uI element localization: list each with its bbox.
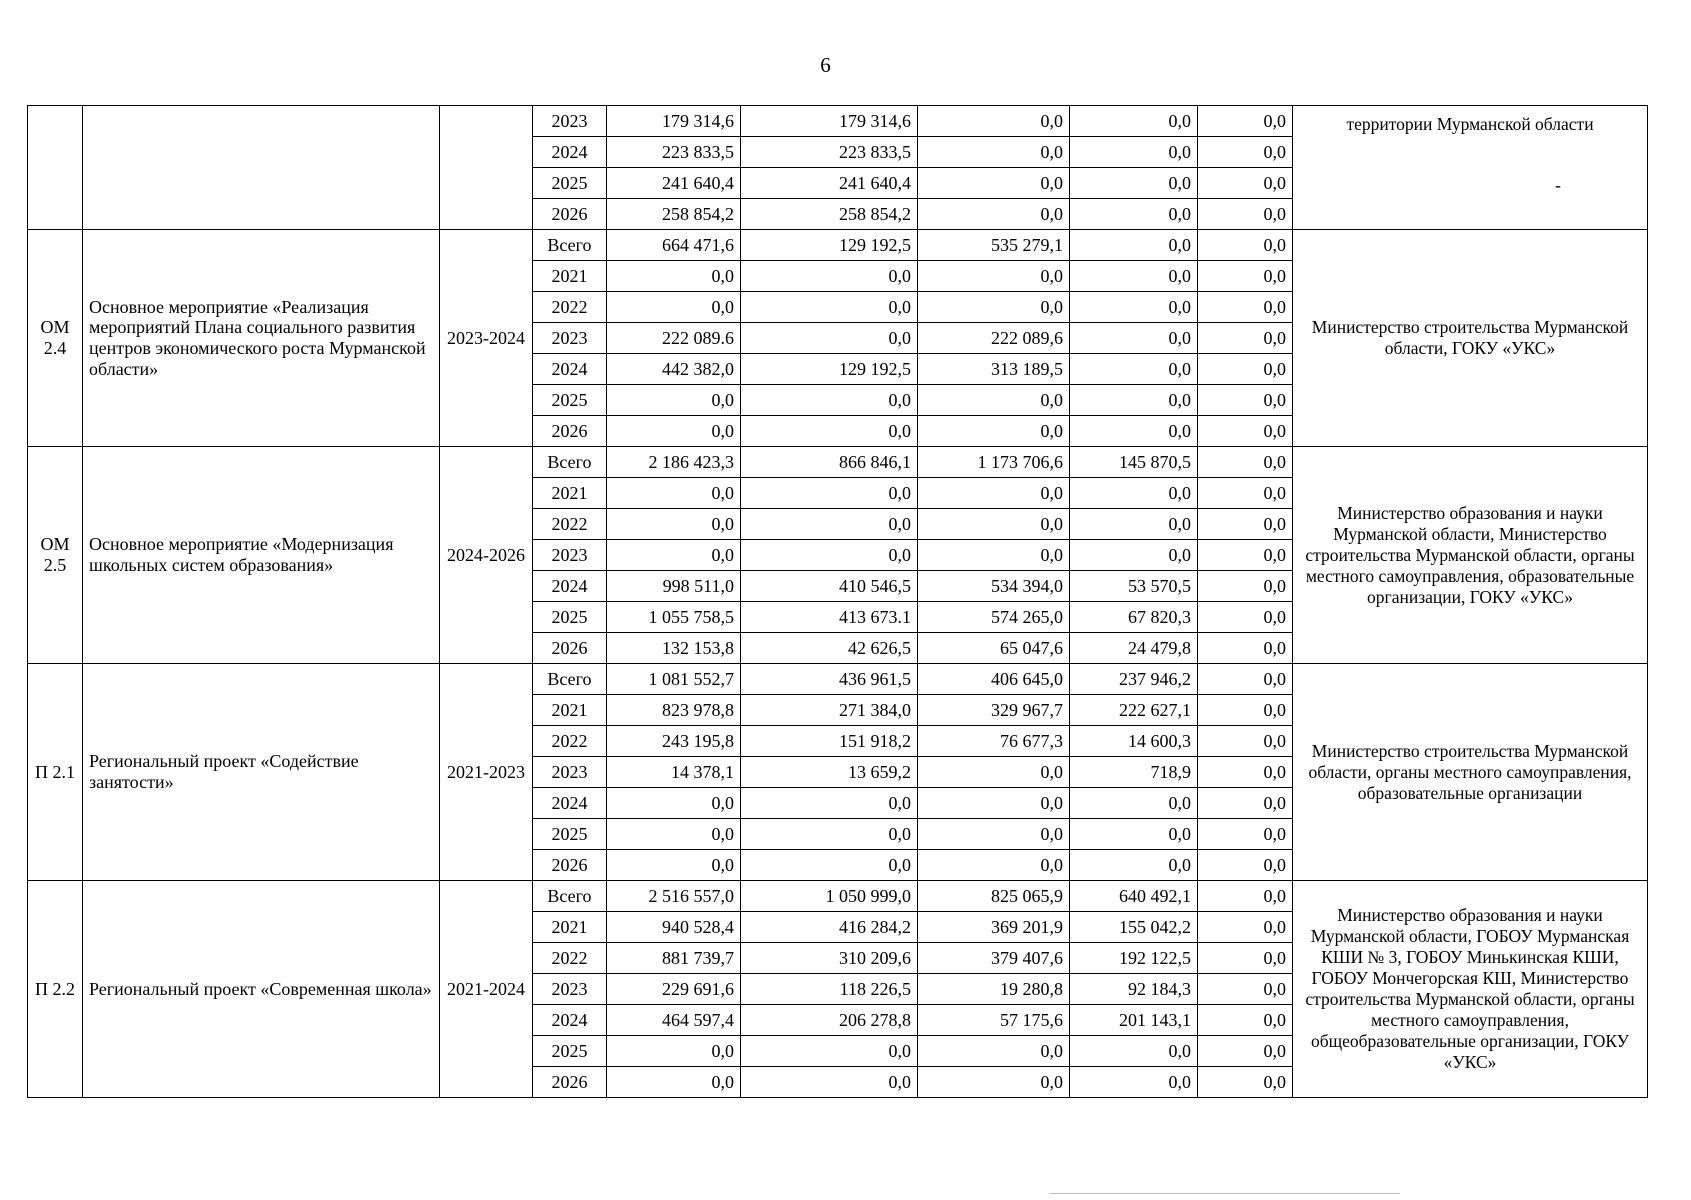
value-cell: 0,0 [607, 478, 741, 509]
value-cell: 0,0 [1070, 168, 1198, 199]
value-cell: 0,0 [1198, 1067, 1293, 1098]
value-cell: 0,0 [741, 261, 918, 292]
value-cell: 0,0 [1070, 385, 1198, 416]
value-cell: 640 492,1 [1070, 881, 1198, 912]
value-cell: 0,0 [1198, 230, 1293, 261]
value-cell: 0,0 [918, 385, 1070, 416]
value-cell: 258 854,2 [607, 199, 741, 230]
executor-cell: Министерство образования и науки Мурманской области, ГОБОУ Мурманская КШИ № 3, ГОБОУ Минькинская КШИ, ГОБОУ Мончегорская КШ, Министерство строительства Мурманской области, органы местного самоуправления, общеобразовательные организации, ГОКУ «УКС» [1293, 881, 1648, 1098]
year-cell: 2021 [533, 912, 607, 943]
table-row [28, 106, 1648, 137]
value-cell: 0,0 [918, 819, 1070, 850]
value-cell: 57 175,6 [918, 1005, 1070, 1036]
value-cell: 0,0 [1198, 416, 1293, 447]
value-cell: 0,0 [1198, 757, 1293, 788]
value-cell: 0,0 [1198, 447, 1293, 478]
value-cell: 0,0 [741, 819, 918, 850]
value-cell: 0,0 [1198, 168, 1293, 199]
value-cell: 151 918,2 [741, 726, 918, 757]
value-cell: 0,0 [607, 292, 741, 323]
value-cell: 222 089.6 [607, 323, 741, 354]
value-cell: 664 471,6 [607, 230, 741, 261]
value-cell: 0,0 [1198, 292, 1293, 323]
table-row [28, 881, 1648, 912]
period-cell: 2024-2026 [440, 447, 533, 664]
year-cell: Всего [533, 881, 607, 912]
value-cell: 534 394,0 [918, 571, 1070, 602]
value-cell: 0,0 [1070, 261, 1198, 292]
year-cell: 2022 [533, 509, 607, 540]
value-cell: 0,0 [918, 137, 1070, 168]
value-cell: 310 209,6 [741, 943, 918, 974]
executor-cell: Министерство строительства Мурманской области, ГОКУ «УКС» [1293, 230, 1648, 447]
value-cell: 53 570,5 [1070, 571, 1198, 602]
code-cell: ОМ 2.5 [28, 447, 83, 664]
value-cell: 0,0 [918, 540, 1070, 571]
value-cell: 0,0 [1070, 1036, 1198, 1067]
value-cell: 0,0 [918, 199, 1070, 230]
value-cell: 0,0 [741, 478, 918, 509]
value-cell: 0,0 [1198, 819, 1293, 850]
value-cell: 369 201,9 [918, 912, 1070, 943]
year-cell: 2023 [533, 323, 607, 354]
value-cell: 0,0 [1070, 1067, 1198, 1098]
value-cell: 129 192,5 [741, 230, 918, 261]
value-cell: 379 407,6 [918, 943, 1070, 974]
year-cell: 2025 [533, 385, 607, 416]
value-cell: 0,0 [1070, 540, 1198, 571]
value-cell: 19 280,8 [918, 974, 1070, 1005]
value-cell: 0,0 [918, 788, 1070, 819]
value-cell: 2 516 557,0 [607, 881, 741, 912]
value-cell: 1 173 706,6 [918, 447, 1070, 478]
value-cell: 0,0 [1198, 726, 1293, 757]
value-cell: 179 314,6 [741, 106, 918, 137]
value-cell: 0,0 [1198, 695, 1293, 726]
value-cell: 1 055 758,5 [607, 602, 741, 633]
value-cell: 0,0 [918, 1067, 1070, 1098]
value-cell: 179 314,6 [607, 106, 741, 137]
year-cell: 2026 [533, 416, 607, 447]
value-cell: 0,0 [607, 1036, 741, 1067]
year-cell: 2025 [533, 1036, 607, 1067]
period-cell: 2023-2024 [440, 230, 533, 447]
value-cell: 0,0 [1198, 261, 1293, 292]
value-cell: 0,0 [741, 416, 918, 447]
value-cell: 2 186 423,3 [607, 447, 741, 478]
value-cell: 0,0 [1070, 416, 1198, 447]
value-cell: 329 967,7 [918, 695, 1070, 726]
value-cell: 0,0 [1070, 292, 1198, 323]
value-cell: 881 739,7 [607, 943, 741, 974]
value-cell: 410 546,5 [741, 571, 918, 602]
year-cell: 2024 [533, 788, 607, 819]
value-cell: 0,0 [741, 788, 918, 819]
value-cell: 1 050 999,0 [741, 881, 918, 912]
value-cell: 258 854,2 [741, 199, 918, 230]
year-cell: 2023 [533, 974, 607, 1005]
value-cell: 76 677,3 [918, 726, 1070, 757]
executor-text: территории Мурманской области [1346, 114, 1594, 134]
year-cell: 2022 [533, 292, 607, 323]
year-cell: 2024 [533, 137, 607, 168]
executor-cell: Министерство строительства Мурманской области, органы местного самоуправления, образовательные организации [1293, 664, 1648, 881]
value-cell: 0,0 [1070, 788, 1198, 819]
year-cell: 2023 [533, 757, 607, 788]
value-cell: 0,0 [741, 850, 918, 881]
value-cell: 92 184,3 [1070, 974, 1198, 1005]
value-cell: 271 384,0 [741, 695, 918, 726]
value-cell: 0,0 [918, 168, 1070, 199]
year-cell: 2025 [533, 168, 607, 199]
value-cell: 0,0 [741, 540, 918, 571]
value-cell: 866 846,1 [741, 447, 918, 478]
value-cell: 118 226,5 [741, 974, 918, 1005]
value-cell: 192 122,5 [1070, 943, 1198, 974]
executor-cell: Министерство образования и науки Мурманской области, Министерство строительства Мурманской области, органы местного самоуправления, образовательные организации, ГОКУ «УКС» [1293, 447, 1648, 664]
year-cell: 2022 [533, 943, 607, 974]
value-cell: 14 378,1 [607, 757, 741, 788]
year-cell: 2025 [533, 819, 607, 850]
value-cell: 535 279,1 [918, 230, 1070, 261]
value-cell: 0,0 [918, 292, 1070, 323]
name-cell: Основное мероприятие «Модернизация школьных систем образования» [83, 447, 440, 664]
value-cell: 0,0 [1198, 633, 1293, 664]
value-cell: 0,0 [741, 292, 918, 323]
value-cell: 0,0 [1198, 602, 1293, 633]
value-cell: 24 479,8 [1070, 633, 1198, 664]
name-cell: Региональный проект «Содействие занятости» [83, 664, 440, 881]
budget-table [27, 105, 1648, 1098]
value-cell: 0,0 [741, 385, 918, 416]
value-cell: 0,0 [918, 478, 1070, 509]
period-cell: 2021-2023 [440, 664, 533, 881]
value-cell: 237 946,2 [1070, 664, 1198, 695]
year-cell: Всего [533, 447, 607, 478]
value-cell: 0,0 [607, 850, 741, 881]
value-cell: 0,0 [918, 850, 1070, 881]
value-cell: 0,0 [607, 819, 741, 850]
value-cell: 0,0 [607, 261, 741, 292]
year-cell: 2023 [533, 540, 607, 571]
code-cell: П 2.1 [28, 664, 83, 881]
value-cell: 406 645,0 [918, 664, 1070, 695]
value-cell: 0,0 [1070, 230, 1198, 261]
value-cell: 0,0 [1198, 106, 1293, 137]
value-cell: 241 640,4 [607, 168, 741, 199]
value-cell: 823 978,8 [607, 695, 741, 726]
value-cell: 0,0 [607, 540, 741, 571]
value-cell: 0,0 [1198, 881, 1293, 912]
value-cell: 0,0 [1070, 509, 1198, 540]
value-cell: 825 065,9 [918, 881, 1070, 912]
value-cell: 0,0 [1070, 106, 1198, 137]
table-body [28, 106, 1648, 1098]
value-cell: 132 153,8 [607, 633, 741, 664]
value-cell: 14 600,3 [1070, 726, 1198, 757]
code-cell: П 2.2 [28, 881, 83, 1098]
value-cell: 0,0 [607, 385, 741, 416]
name-cell: Региональный проект «Современная школа» [83, 881, 440, 1098]
value-cell: 0,0 [741, 509, 918, 540]
value-cell: 0,0 [918, 1036, 1070, 1067]
value-cell: 129 192,5 [741, 354, 918, 385]
value-cell: 0,0 [1070, 137, 1198, 168]
year-cell: 2022 [533, 726, 607, 757]
value-cell: 65 047,6 [918, 633, 1070, 664]
year-cell: Всего [533, 664, 607, 695]
value-cell: 0,0 [918, 757, 1070, 788]
value-cell: 0,0 [1070, 199, 1198, 230]
value-cell: 241 640,4 [741, 168, 918, 199]
value-cell: 0,0 [1198, 788, 1293, 819]
value-cell: 223 833,5 [607, 137, 741, 168]
year-cell: 2026 [533, 1067, 607, 1098]
value-cell: 243 195,8 [607, 726, 741, 757]
stray-mark: - [1555, 175, 1561, 195]
value-cell: 206 278,8 [741, 1005, 918, 1036]
value-cell: 67 820,3 [1070, 602, 1198, 633]
value-cell: 442 382,0 [607, 354, 741, 385]
value-cell: 436 961,5 [741, 664, 918, 695]
value-cell: 0,0 [1198, 478, 1293, 509]
value-cell: 313 189,5 [918, 354, 1070, 385]
value-cell: 0,0 [1070, 478, 1198, 509]
value-cell: 574 265,0 [918, 602, 1070, 633]
code-cell [28, 106, 83, 230]
value-cell: 0,0 [1198, 1005, 1293, 1036]
value-cell: 0,0 [1198, 664, 1293, 695]
executor-cell [1293, 106, 1648, 230]
bottom-rule [1050, 1193, 1400, 1194]
value-cell: 0,0 [607, 1067, 741, 1098]
table-row [28, 664, 1648, 695]
value-cell: 0,0 [741, 1067, 918, 1098]
year-cell: Всего [533, 230, 607, 261]
value-cell: 413 673.1 [741, 602, 918, 633]
period-cell [440, 106, 533, 230]
value-cell: 0,0 [1198, 509, 1293, 540]
year-cell: 2021 [533, 478, 607, 509]
value-cell: 229 691,6 [607, 974, 741, 1005]
value-cell: 0,0 [741, 1036, 918, 1067]
value-cell: 201 143,1 [1070, 1005, 1198, 1036]
value-cell: 0,0 [1070, 819, 1198, 850]
year-cell: 2021 [533, 695, 607, 726]
year-cell: 2023 [533, 106, 607, 137]
code-cell: ОМ 2.4 [28, 230, 83, 447]
value-cell: 998 511,0 [607, 571, 741, 602]
value-cell: 0,0 [1198, 974, 1293, 1005]
value-cell: 0,0 [918, 261, 1070, 292]
value-cell: 464 597,4 [607, 1005, 741, 1036]
value-cell: 0,0 [1198, 385, 1293, 416]
year-cell: 2021 [533, 261, 607, 292]
year-cell: 2026 [533, 633, 607, 664]
value-cell: 0,0 [1198, 354, 1293, 385]
value-cell: 0,0 [918, 106, 1070, 137]
value-cell: 0,0 [1198, 850, 1293, 881]
value-cell: 416 284,2 [741, 912, 918, 943]
name-cell [83, 106, 440, 230]
table-row [28, 230, 1648, 261]
value-cell: 940 528,4 [607, 912, 741, 943]
value-cell: 0,0 [1070, 354, 1198, 385]
value-cell: 0,0 [607, 416, 741, 447]
value-cell: 13 659,2 [741, 757, 918, 788]
period-cell: 2021-2024 [440, 881, 533, 1098]
value-cell: 0,0 [1198, 1036, 1293, 1067]
value-cell: 0,0 [607, 509, 741, 540]
value-cell: 0,0 [1198, 571, 1293, 602]
value-cell: 42 626,5 [741, 633, 918, 664]
year-cell: 2025 [533, 602, 607, 633]
value-cell: 155 042,2 [1070, 912, 1198, 943]
value-cell: 0,0 [1198, 199, 1293, 230]
value-cell: 0,0 [1070, 850, 1198, 881]
value-cell: 223 833,5 [741, 137, 918, 168]
year-cell: 2024 [533, 354, 607, 385]
value-cell: 0,0 [1198, 540, 1293, 571]
value-cell: 0,0 [741, 323, 918, 354]
value-cell: 0,0 [918, 509, 1070, 540]
value-cell: 0,0 [1198, 943, 1293, 974]
value-cell: 0,0 [607, 788, 741, 819]
name-cell: Основное мероприятие «Реализация мероприятий Плана социального развития центров экономического роста Мурманской области» [83, 230, 440, 447]
value-cell: 1 081 552,7 [607, 664, 741, 695]
value-cell: 0,0 [918, 416, 1070, 447]
value-cell: 222 627,1 [1070, 695, 1198, 726]
table-row [28, 447, 1648, 478]
value-cell: 718,9 [1070, 757, 1198, 788]
value-cell: 0,0 [1070, 323, 1198, 354]
value-cell: 145 870,5 [1070, 447, 1198, 478]
value-cell: 0,0 [1198, 137, 1293, 168]
year-cell: 2024 [533, 571, 607, 602]
year-cell: 2024 [533, 1005, 607, 1036]
value-cell: 222 089,6 [918, 323, 1070, 354]
page-number: 6 [820, 53, 831, 77]
value-cell: 0,0 [1198, 323, 1293, 354]
year-cell: 2026 [533, 199, 607, 230]
value-cell: 0,0 [1198, 912, 1293, 943]
year-cell: 2026 [533, 850, 607, 881]
